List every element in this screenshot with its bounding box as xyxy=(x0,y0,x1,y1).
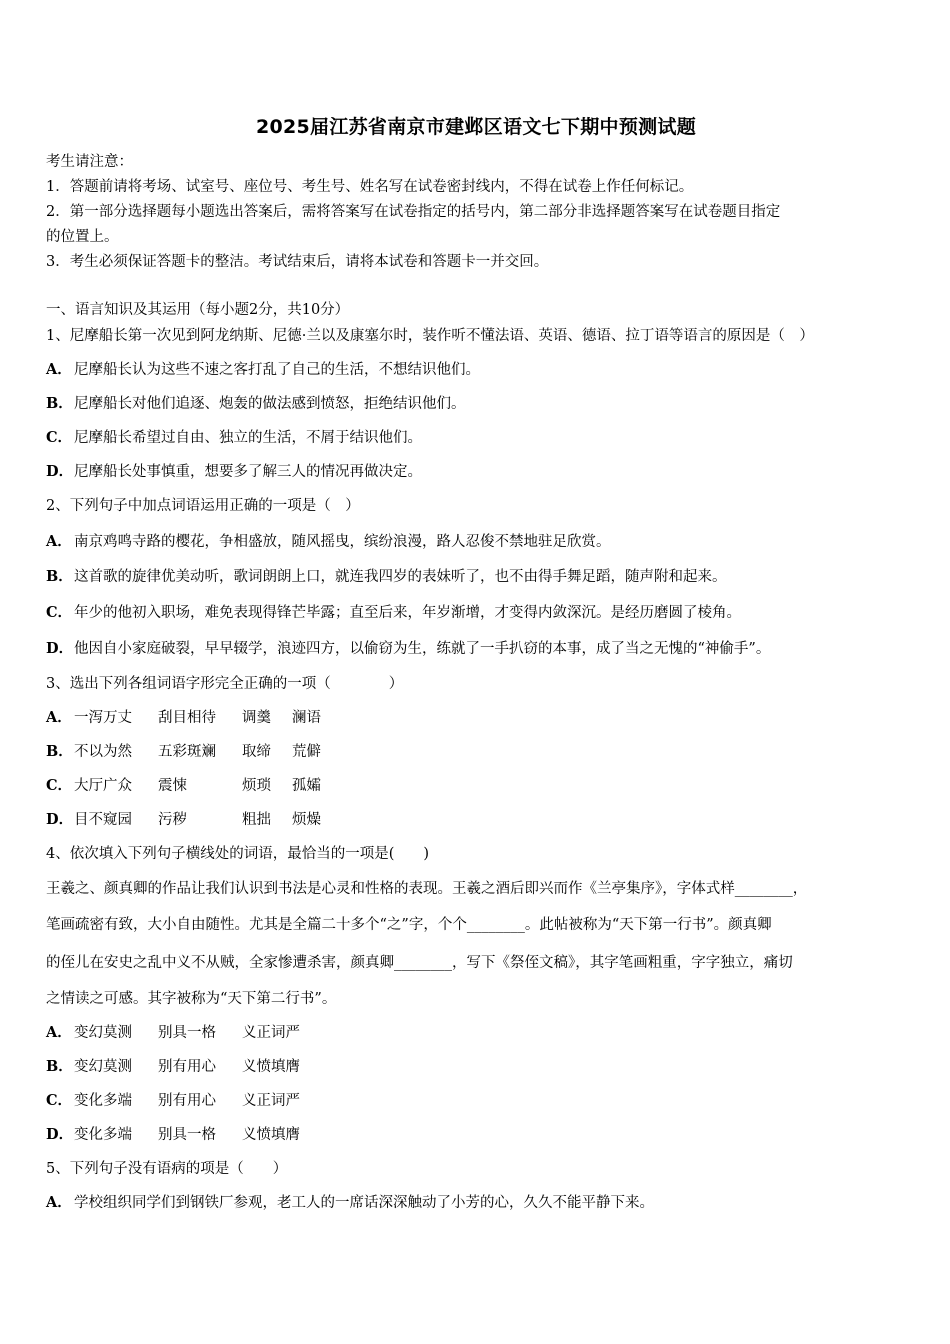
option-letter: C． xyxy=(46,604,73,621)
word: 粗拙 xyxy=(242,812,271,828)
notice-item: 1．答题前请将考场、试室号、座位号、考生号、姓名写在试卷密封线内，不得在试卷上作任何标记。 xyxy=(46,179,694,195)
question-stem: 1、尼摩船长第一次见到阿龙纳斯、尼德·兰以及康塞尔时，装作听不懂法语、英语、德语、拉丁语等语言的原因是（ ） xyxy=(46,328,814,344)
option-letter: A． xyxy=(46,1194,72,1211)
option-row xyxy=(46,1125,300,1145)
notice-item: 2．第一部分选择题每小题选出答案后，需将答案写在试卷指定的括号内，第二部分非选择题答案写在试卷题目指定 xyxy=(46,204,781,220)
word: 别有用心 xyxy=(158,1093,216,1109)
notice-heading: 考生请注意： xyxy=(46,154,133,170)
option-row xyxy=(46,394,466,414)
question-stem: 5、下列句子没有语病的项是（ ） xyxy=(46,1161,288,1177)
word: 污秽 xyxy=(158,812,187,828)
option-row xyxy=(46,776,321,796)
option-text: 学校组织同学们到钢铁厂参观，老工人的一席话深深触动了小芳的心，久久不能平静下来。 xyxy=(74,1195,654,1211)
word: 一泻万丈 xyxy=(74,710,132,726)
word: 变幻莫测 xyxy=(74,1059,132,1075)
option-letter: A． xyxy=(46,533,72,550)
word: 澜语 xyxy=(292,710,321,726)
word: 烦燥 xyxy=(292,812,321,828)
word: 烦琐 xyxy=(242,778,271,794)
option-text: 尼摩船长希望过自由、独立的生活，不屑于结识他们。 xyxy=(74,430,422,446)
option-letter: C． xyxy=(46,777,73,794)
option-row xyxy=(46,1091,300,1111)
option-letter: A． xyxy=(46,1024,72,1041)
option-row xyxy=(46,532,611,552)
word: 孤孀 xyxy=(292,778,321,794)
option-row xyxy=(46,428,422,448)
option-text: 尼摩船长对他们追逐、炮轰的做法感到愤怒，拒绝结识他们。 xyxy=(74,396,466,412)
passage-line: 王羲之、颜真卿的作品让我们认识到书法是心灵和性格的表现。王羲之酒后即兴而作《兰亭集序》，字体式样________， xyxy=(46,881,808,897)
option-row xyxy=(46,567,727,587)
option-letter: D． xyxy=(46,463,74,480)
option-row xyxy=(46,1023,300,1043)
word: 义愤填膺 xyxy=(242,1127,300,1143)
option-row xyxy=(46,360,480,380)
word: 义正词严 xyxy=(242,1093,300,1109)
option-text: 南京鸡鸣寺路的樱花，争相盛放，随风摇曳，缤纷浪漫，路人忍俊不禁地驻足欣赏。 xyxy=(74,534,611,550)
option-text: 尼摩船长认为这些不速之客打乱了自己的生活，不想结识他们。 xyxy=(74,362,480,378)
word: 荒僻 xyxy=(292,744,321,760)
word: 震悚 xyxy=(158,778,187,794)
word: 调羹 xyxy=(242,710,271,726)
option-letter: B． xyxy=(46,743,73,760)
word: 义愤填膺 xyxy=(242,1059,300,1075)
word: 取缔 xyxy=(242,744,271,760)
option-letter: C． xyxy=(46,1092,73,1109)
option-letter: A． xyxy=(46,361,72,378)
option-letter: D． xyxy=(46,811,74,828)
option-letter: B． xyxy=(46,1058,73,1075)
word: 义正词严 xyxy=(242,1025,300,1041)
option-row xyxy=(46,1193,654,1213)
option-letter: B． xyxy=(46,568,73,585)
word: 变化多端 xyxy=(74,1093,132,1109)
option-row xyxy=(46,639,770,659)
option-row xyxy=(46,603,741,623)
option-letter: D． xyxy=(46,1126,74,1143)
notice-item: 的位置上。 xyxy=(46,229,119,245)
option-letter: A． xyxy=(46,709,72,726)
option-letter: C． xyxy=(46,429,73,446)
word: 刮目相待 xyxy=(158,710,216,726)
option-row xyxy=(46,462,422,482)
option-row xyxy=(46,742,321,762)
word: 别有用心 xyxy=(158,1059,216,1075)
word: 别具一格 xyxy=(158,1127,216,1143)
document-title: 2025届江苏省南京市建邺区语文七下期中预测试题 xyxy=(255,116,697,138)
option-text: 尼摩船长处事慎重，想要多了解三人的情况再做决定。 xyxy=(74,464,422,480)
question-stem: 3、选出下列各组词语字形完全正确的一项（ ） xyxy=(46,676,404,692)
option-row xyxy=(46,1057,300,1077)
word: 不以为然 xyxy=(74,744,132,760)
word: 变幻莫测 xyxy=(74,1025,132,1041)
word: 目不窥园 xyxy=(74,812,132,828)
option-text: 他因自小家庭破裂，早早辍学，浪迹四方，以偷窃为生，练就了一手扒窃的本事，成了当之无愧的“神偷手”。 xyxy=(74,641,771,657)
option-letter: D． xyxy=(46,640,74,657)
notice-item: 3．考生必须保证答题卡的整洁。考试结束后，请将本试卷和答题卡一并交回。 xyxy=(46,254,549,270)
section-heading: 一、语言知识及其运用（每小题2分，共10分） xyxy=(46,302,350,318)
passage-line: 笔画疏密有致，大小自由随性。尤其是全篇二十多个“之”字，个个________。此帖被称为“天下第一行书”。颜真卿 xyxy=(46,917,772,933)
word: 变化多端 xyxy=(74,1127,132,1143)
word: 五彩斑斓 xyxy=(158,744,216,760)
option-text: 这首歌的旋律优美动听，歌词朗朗上口，就连我四岁的表妹听了，也不由得手舞足蹈，随声附和起来。 xyxy=(74,569,727,585)
option-text: 年少的他初入职场，难免表现得锋芒毕露；直至后来，年岁渐增，才变得内敛深沉。是经历磨圆了棱角。 xyxy=(74,605,741,621)
option-letter: B． xyxy=(46,395,73,412)
word: 大厅广众 xyxy=(74,778,132,794)
passage-line: 的侄儿在安史之乱中义不从贼，全家惨遭杀害，颜真卿________，写下《祭侄文稿》，其字笔画粗重，字字独立，痛切 xyxy=(46,955,793,971)
passage-line: 之情读之可感。其字被称为“天下第二行书”。 xyxy=(46,991,337,1007)
question-stem: 4、依次填入下列句子横线处的词语，最恰当的一项是( ) xyxy=(46,846,430,862)
word: 别具一格 xyxy=(158,1025,216,1041)
option-row xyxy=(46,708,321,728)
question-stem: 2、下列句子中加点词语运用正确的一项是（ ） xyxy=(46,498,360,514)
option-row xyxy=(46,810,321,830)
